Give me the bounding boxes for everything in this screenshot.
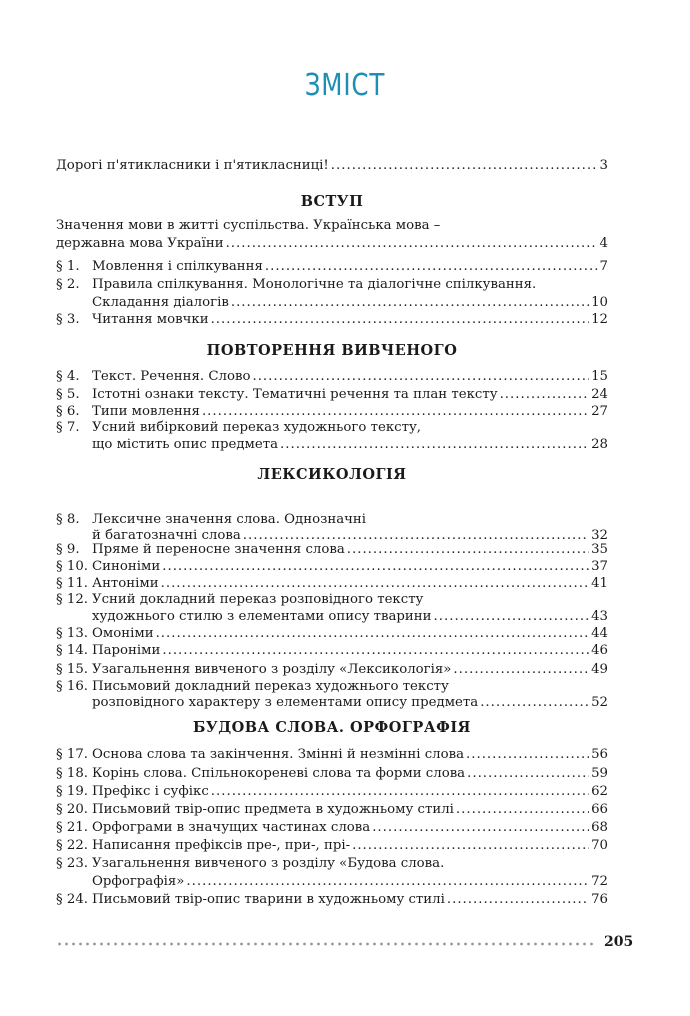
entry-title: Узагальнення вивченого з розділу «Лексикологія» (92, 662, 452, 677)
dot-leader (280, 436, 589, 454)
section-number: § 12. (56, 592, 89, 607)
section-number: § 1. (56, 259, 80, 274)
entry-page: 70 (591, 838, 608, 853)
toc-row (56, 368, 608, 386)
footer-dotted-rule (56, 942, 596, 946)
entry-title: Основа слова та закінчення. Змінні й незмінні слова (92, 747, 465, 762)
toc-entry-line (92, 386, 608, 404)
dot-leader (265, 258, 598, 276)
section-heading: ЛЕКСИКОЛОГІЯ (257, 466, 407, 483)
entry-page: 15 (591, 369, 608, 384)
entry-page: 52 (591, 695, 608, 710)
section-number: § 5. (56, 387, 80, 402)
dot-leader (372, 819, 589, 837)
dot-leader (466, 746, 589, 764)
section-number: § 15. (56, 662, 89, 677)
toc-row (56, 746, 608, 764)
toc-row (56, 801, 608, 819)
entry-title: Омоніми (92, 626, 154, 641)
entry-title: Письмовий докладний переказ художнього тексту (92, 679, 449, 694)
entry-page: 72 (591, 874, 608, 889)
toc-row (56, 419, 608, 437)
toc-row (56, 276, 608, 294)
dot-leader (162, 558, 589, 576)
toc-row (56, 217, 608, 235)
toc-row (56, 436, 608, 454)
toc-entry-line (92, 873, 608, 891)
section-number: § 4. (56, 369, 80, 384)
entry-title: Значення мови в житті суспільства. Українська мова – (56, 218, 441, 233)
entry-page: 68 (591, 820, 608, 835)
toc-entry-line (92, 891, 608, 909)
toc-entry-line (92, 837, 608, 855)
entry-title: Типи мовлення (92, 404, 200, 419)
toc-row (56, 258, 608, 276)
page-title: ЗМІСТ (304, 68, 386, 103)
toc-entry-line (92, 855, 608, 873)
toc-row (56, 891, 608, 909)
dot-leader (352, 837, 589, 855)
entry-page: 43 (591, 609, 608, 624)
toc-entry-line (92, 276, 608, 294)
toc-entry-line (92, 625, 608, 643)
page-number: 205 (604, 934, 634, 950)
dot-leader (226, 235, 598, 253)
dot-leader (231, 294, 589, 312)
dot-leader (211, 783, 589, 801)
entry-title: й багатозначні слова (92, 528, 241, 543)
section-number: § 13. (56, 626, 89, 641)
entry-title: Читання мовчки (92, 312, 209, 327)
entry-page: 28 (591, 437, 608, 452)
toc-row (56, 783, 608, 801)
entry-page: 10 (591, 295, 608, 310)
entry-title: Усний вибірковий переказ художнього тексту, (92, 420, 422, 435)
toc-entry-line (56, 157, 608, 175)
entry-title: Мовлення і спілкування (92, 259, 263, 274)
entry-title: Орфограми в значущих частинах слова (92, 820, 371, 835)
entry-page: 32 (591, 528, 608, 543)
toc-row (56, 157, 608, 175)
toc-entry-line (92, 294, 608, 312)
entry-title: Лексичне значення слова. Однозначні (92, 512, 367, 527)
entry-title: Правила спілкування. Монологічне та діалогічне спілкування. (92, 277, 537, 292)
entry-page: 35 (591, 542, 608, 557)
entry-page: 76 (591, 892, 608, 907)
section-heading: ВСТУП (300, 193, 364, 210)
entry-title: Префікс і суфікс (92, 784, 209, 799)
section-number: § 17. (56, 747, 89, 762)
entry-page: 37 (591, 559, 608, 574)
section-number: § 22. (56, 838, 89, 853)
toc-row (56, 558, 608, 576)
entry-title: Усний докладний переказ розповідного тексту (92, 592, 424, 607)
entry-title: Письмовий твір-опис тварини в художньому стилі (92, 892, 445, 907)
section-heading: БУДОВА СЛОВА. ОРФОГРАФІЯ (193, 719, 471, 736)
toc-entry-line (92, 591, 608, 609)
section-number: § 3. (56, 312, 80, 327)
entry-title: Корінь слова. Спільнокореневі слова та форми слова (92, 766, 466, 781)
section-number: § 7. (56, 420, 80, 435)
toc-entry-line (92, 558, 608, 576)
entry-title: Орфографія» (92, 874, 185, 889)
toc-entry-line (92, 436, 608, 454)
toc-entry-line (92, 608, 608, 626)
dot-leader (156, 625, 590, 643)
entry-title: Письмовий твір-опис предмета в художньому стилі (92, 802, 454, 817)
entry-title: художнього стилю з елементами опису тварини (92, 609, 432, 624)
entry-page: 62 (591, 784, 608, 799)
section-number: § 18. (56, 766, 89, 781)
toc-row (56, 311, 608, 329)
toc-entry-line (92, 368, 608, 386)
toc-entry-line (92, 765, 608, 783)
toc-entry-line (92, 819, 608, 837)
toc-entry-line (92, 694, 608, 712)
entry-page: 66 (591, 802, 608, 817)
dot-leader (456, 801, 589, 819)
toc-row (56, 765, 608, 783)
dot-leader (467, 765, 589, 783)
toc-entry-line (56, 235, 608, 253)
toc-row (56, 819, 608, 837)
entry-page: 24 (591, 387, 608, 402)
entry-page: 12 (591, 312, 608, 327)
toc-row (56, 642, 608, 660)
toc-row (56, 608, 608, 626)
toc-entry-line (92, 258, 608, 276)
dot-leader (162, 642, 589, 660)
entry-page: 41 (591, 576, 608, 591)
section-number: § 10. (56, 559, 89, 574)
section-heading: ПОВТОРЕННЯ ВИВЧЕНОГО (206, 342, 458, 359)
section-number: § 2. (56, 277, 80, 292)
entry-title: що містить опис предмета (92, 437, 279, 452)
entry-title: Складання діалогів (92, 295, 229, 310)
toc-entry-line (92, 661, 608, 679)
entry-page: 46 (591, 643, 608, 658)
toc-entry-line (92, 783, 608, 801)
toc-entry-line (92, 642, 608, 660)
dot-leader (252, 368, 589, 386)
entry-page: 27 (591, 404, 608, 419)
entry-title: Істотні ознаки тексту. Тематичні речення та план тексту (92, 387, 498, 402)
section-number: § 6. (56, 404, 80, 419)
entry-title: Пряме й переносне значення слова (92, 542, 345, 557)
toc-entry-line (92, 541, 608, 559)
entry-page: 4 (599, 236, 608, 251)
entry-page: 49 (591, 662, 608, 677)
section-number: § 19. (56, 784, 89, 799)
dot-leader (434, 608, 590, 626)
section-number: § 16. (56, 679, 89, 694)
section-number: § 23. (56, 856, 89, 871)
toc-row (56, 694, 608, 712)
entry-title: Антоніми (92, 576, 159, 591)
entry-title: державна мова України (56, 236, 224, 251)
entry-title: розповідного характеру з елементами опису предмета (92, 695, 479, 710)
dot-leader (211, 311, 590, 329)
entry-title: Написання префіксів пре-, при-, прі- (92, 838, 351, 853)
entry-page: 3 (599, 158, 608, 173)
dot-leader (347, 541, 589, 559)
toc-entry-line (56, 217, 608, 235)
entry-title: Текст. Речення. Слово (92, 369, 251, 384)
entry-page: 7 (599, 259, 608, 274)
toc-row (56, 541, 608, 559)
toc-entry-line (92, 801, 608, 819)
section-number: § 11. (56, 576, 89, 591)
entry-page: 44 (591, 626, 608, 641)
toc-entry-line (92, 311, 608, 329)
section-number: § 20. (56, 802, 89, 817)
dot-leader (186, 873, 589, 891)
section-number: § 14. (56, 643, 89, 658)
entry-title: Дорогі п'ятикласники і п'ятикласниці! (56, 158, 329, 173)
toc-row (56, 837, 608, 855)
dot-leader (447, 891, 589, 909)
entry-page: 59 (591, 766, 608, 781)
toc-entry-line (92, 419, 608, 437)
section-number: § 9. (56, 542, 80, 557)
section-number: § 24. (56, 892, 89, 907)
entry-title: Пароніми (92, 643, 161, 658)
toc-row (56, 294, 608, 312)
entry-title: Синоніми (92, 559, 161, 574)
dot-leader (453, 661, 589, 679)
entry-page: 56 (591, 747, 608, 762)
dot-leader (500, 386, 590, 404)
section-number: § 21. (56, 820, 89, 835)
toc-row (56, 591, 608, 609)
toc-entry-line (92, 746, 608, 764)
section-number: § 8. (56, 512, 80, 527)
toc-row (56, 386, 608, 404)
toc-row (56, 855, 608, 873)
toc-row (56, 873, 608, 891)
toc-row (56, 661, 608, 679)
dot-leader (331, 157, 598, 175)
toc-row (56, 235, 608, 253)
entry-title: Узагальнення вивченого з розділу «Будова слова. (92, 856, 445, 871)
toc-row (56, 625, 608, 643)
dot-leader (480, 694, 589, 712)
